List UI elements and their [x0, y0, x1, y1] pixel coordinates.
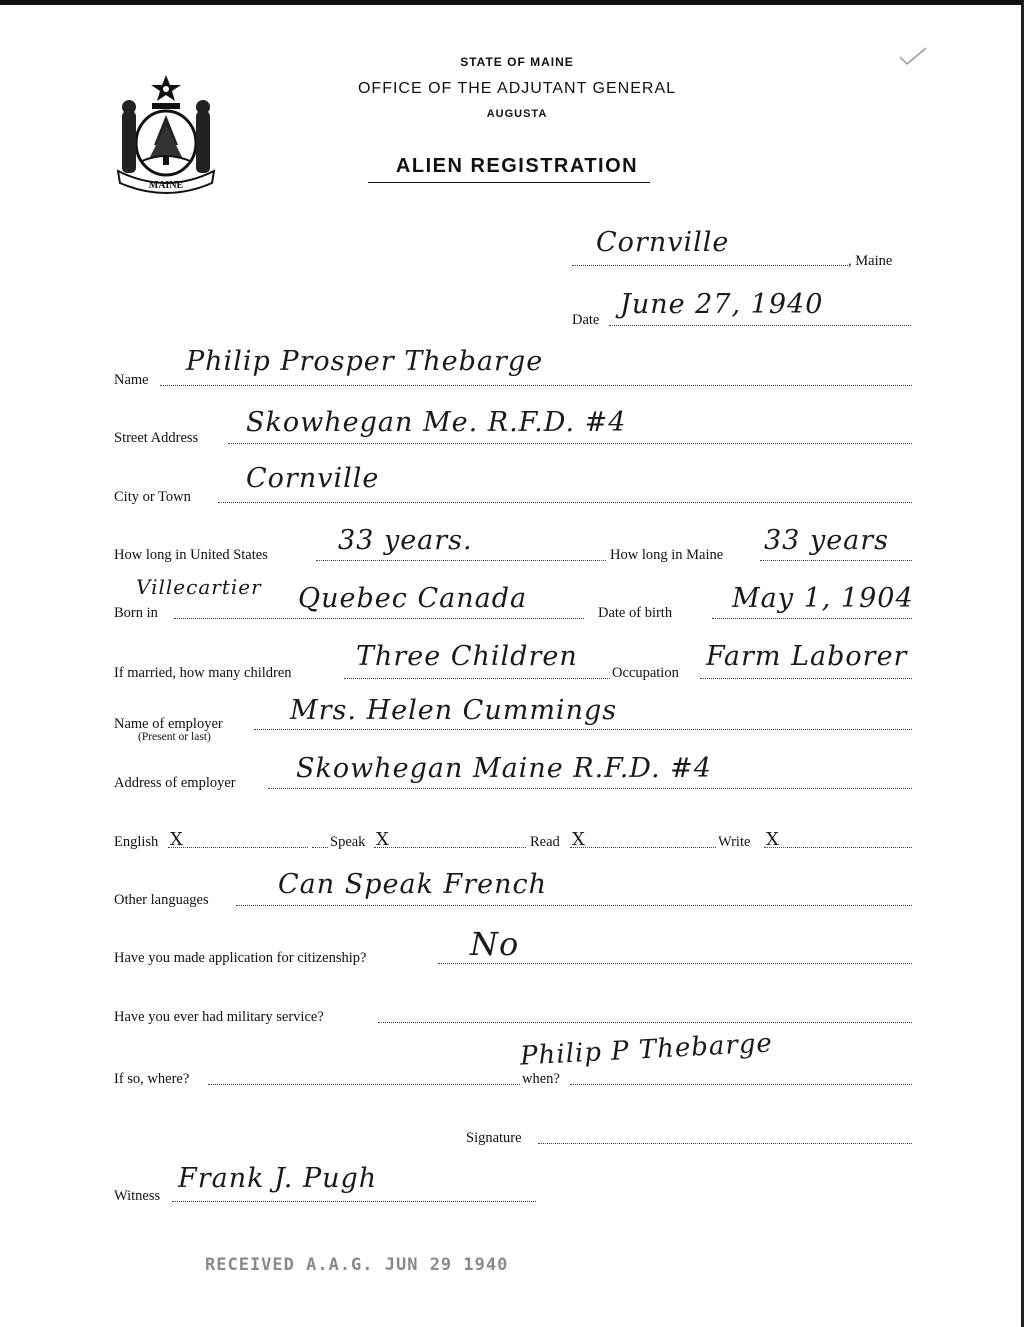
received-stamp: RECEIVED A.A.G. JUN 29 1940 — [205, 1255, 509, 1275]
date-of-birth-line — [712, 618, 912, 619]
title-underline — [368, 182, 650, 183]
header-state: STATE OF MAINE — [460, 55, 574, 69]
employer-name-label: Name of employer — [114, 716, 223, 732]
signature-value: Philip P Thebarge — [519, 1028, 774, 1072]
military-label: Have you ever had military service? — [114, 1009, 324, 1025]
read-label: Read — [530, 834, 560, 850]
speak-value: X — [376, 829, 390, 850]
citizenship-line — [438, 963, 912, 964]
born-in-value: Quebec Canada — [298, 583, 528, 614]
street-address-value: Skowhegan Me. R.F.D. #4 — [246, 407, 627, 438]
where-label: If so, where? — [114, 1071, 190, 1087]
date-of-birth-label: Date of birth — [598, 605, 673, 621]
date-line — [609, 325, 911, 326]
how-long-maine-value: 33 years — [764, 525, 890, 556]
state-seal-icon — [112, 71, 220, 199]
form-title: ALIEN REGISTRATION — [395, 155, 639, 177]
how-long-us-value: 33 years. — [338, 525, 473, 556]
date-of-birth-value: May 1, 1904 — [732, 583, 914, 614]
children-value: Three Children — [356, 641, 578, 672]
signature-line — [538, 1143, 912, 1144]
employer-name-value: Mrs. Helen Cummings — [290, 695, 618, 726]
name-line — [160, 385, 912, 386]
citizenship-label: Have you made application for citizenship? — [114, 950, 367, 966]
when-label: when? — [522, 1071, 560, 1087]
english-line — [168, 847, 308, 848]
occupation-line — [700, 678, 912, 679]
name-value: Philip Prosper Thebarge — [186, 346, 544, 377]
when-line — [570, 1084, 912, 1085]
speak-line — [374, 847, 526, 848]
other-languages-value: Can Speak French — [278, 869, 548, 900]
date-value: June 27, 1940 — [620, 289, 824, 320]
employer-address-value: Skowhegan Maine R.F.D. #4 — [296, 753, 712, 784]
english-line-tail — [312, 847, 328, 848]
children-label: If married, how many children — [114, 665, 292, 681]
other-languages-line — [236, 905, 912, 906]
speak-label: Speak — [330, 834, 366, 850]
employer-address-line — [268, 788, 912, 789]
other-languages-label: Other languages — [114, 892, 209, 908]
born-in-line — [174, 618, 584, 619]
born-in-note-value: Villecartier — [136, 575, 262, 599]
military-line — [378, 1022, 912, 1023]
street-address-label: Street Address — [114, 430, 199, 446]
english-value: X — [170, 829, 184, 850]
employer-address-label: Address of employer — [114, 775, 236, 791]
occupation-value: Farm Laborer — [706, 641, 908, 672]
date-label: Date — [572, 312, 600, 328]
witness-line — [172, 1201, 536, 1202]
seal-scroll-text: MAINE — [148, 180, 184, 191]
write-label: Write — [718, 834, 751, 850]
where-line — [208, 1084, 520, 1085]
read-value: X — [572, 829, 586, 850]
how-long-maine-line — [760, 560, 912, 561]
signature-label: Signature — [466, 1130, 522, 1146]
children-line — [344, 678, 610, 679]
employer-name-line — [254, 729, 912, 730]
occupation-label: Occupation — [612, 665, 679, 681]
how-long-us-label: How long in United States — [114, 547, 268, 563]
city-line — [218, 502, 912, 503]
witness-label: Witness — [114, 1188, 161, 1204]
town-value: Cornville — [596, 227, 730, 258]
employer-note-label: (Present or last) — [138, 731, 211, 743]
read-line — [570, 847, 716, 848]
write-line — [764, 847, 912, 848]
english-label: English — [114, 834, 159, 850]
town-line — [572, 265, 848, 266]
how-long-maine-label: How long in Maine — [610, 547, 724, 563]
check-mark-icon — [898, 45, 928, 67]
maine-label: , Maine — [848, 253, 893, 269]
header-city: AUGUSTA — [486, 108, 548, 120]
witness-value: Frank J. Pugh — [178, 1163, 378, 1194]
name-label: Name — [114, 372, 149, 388]
city-label: City or Town — [114, 489, 191, 505]
write-value: X — [766, 829, 780, 850]
city-value: Cornville — [246, 463, 380, 494]
street-address-line — [228, 443, 912, 444]
born-in-label: Born in — [114, 605, 158, 621]
citizenship-value: No — [470, 925, 520, 963]
how-long-us-line — [316, 560, 606, 561]
header-office: OFFICE OF THE ADJUTANT GENERAL — [357, 80, 677, 97]
